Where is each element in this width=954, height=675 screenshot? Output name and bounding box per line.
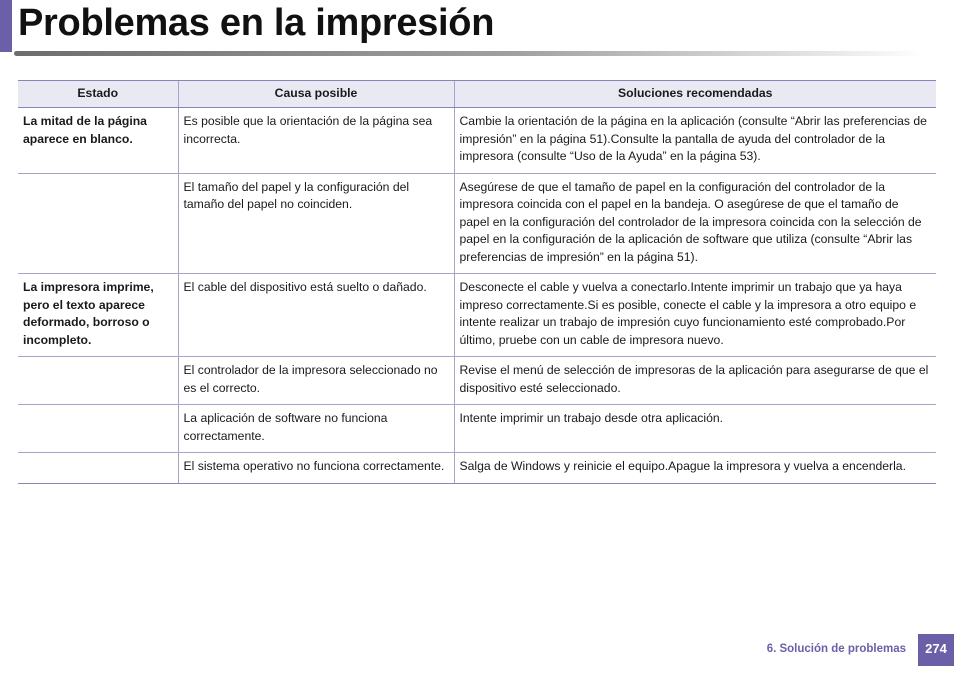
state-cell: La impresora imprime, pero el texto aparece deformado, borroso o incompleto. — [18, 274, 178, 357]
cause-cell: El tamaño del papel y la configuración del tamaño del papel no coinciden. — [178, 173, 454, 274]
troubleshooting-table — [18, 80, 936, 484]
solution-cell: Asegúrese de que el tamaño de papel en la configuración del controlador de la impresora coincida con el papel en la bandeja. O asegúrese de que el tamaño de papel en la configuración del controlador de la impresora coincida con la selección de papel en la configuración de la aplicación de software que utiliza (consulte “Abrir las preferencias de impresión” en la página 51). — [454, 173, 936, 274]
solution-cell: Desconecte el cable y vuelva a conectarlo.Intente imprimir un trabajo que ya haya impreso correctamente.Si es posible, conecte el cable y la impresora a otro equipo e intente realizar un trabajo de impresión cuyo funcionamiento esté comprobado.Por último, pruebe con un cable de impresora nuevo. — [454, 274, 936, 357]
state-cell — [18, 453, 178, 484]
table-row — [18, 173, 936, 274]
cause-cell: El controlador de la impresora seleccionado no es el correcto. — [178, 357, 454, 405]
state-cell — [18, 173, 178, 274]
cause-cell: El cable del dispositivo está suelto o dañado. — [178, 274, 454, 357]
page-number-badge: 274 — [918, 634, 954, 666]
solution-cell: Intente imprimir un trabajo desde otra aplicación. — [454, 405, 936, 453]
cause-cell: La aplicación de software no funciona correctamente. — [178, 405, 454, 453]
title-accent-bar — [0, 0, 12, 52]
table-row — [18, 405, 936, 453]
solution-cell: Cambie la orientación de la página en la aplicación (consulte “Abrir las preferencias de impresión” en la página 51).Consulte la pantalla de ayuda del controlador de la impresora (consulte “Uso de la Ayuda” en la página 53). — [454, 108, 936, 174]
table-row — [18, 274, 936, 357]
title-underline — [14, 51, 924, 56]
cause-cell: El sistema operativo no funciona correctamente. — [178, 453, 454, 484]
table-row — [18, 108, 936, 174]
table-header-row — [18, 81, 936, 108]
footer-section-label: 6. Solución de problemas — [766, 643, 906, 655]
state-cell: La mitad de la página aparece en blanco. — [18, 108, 178, 174]
table-row — [18, 453, 936, 484]
state-cell — [18, 405, 178, 453]
column-header-estado: Estado — [18, 81, 178, 108]
state-cell — [18, 357, 178, 405]
solution-cell: Salga de Windows y reinicie el equipo.Apague la impresora y vuelva a encenderla. — [454, 453, 936, 484]
cause-cell: Es posible que la orientación de la página sea incorrecta. — [178, 108, 454, 174]
page-title: Problemas en la impresión — [18, 2, 495, 44]
column-header-causa: Causa posible — [178, 81, 454, 108]
table-row — [18, 357, 936, 405]
solution-cell: Revise el menú de selección de impresoras de la aplicación para asegurarse de que el dispositivo esté seleccionado. — [454, 357, 936, 405]
column-header-soluciones: Soluciones recomendadas — [454, 81, 936, 108]
